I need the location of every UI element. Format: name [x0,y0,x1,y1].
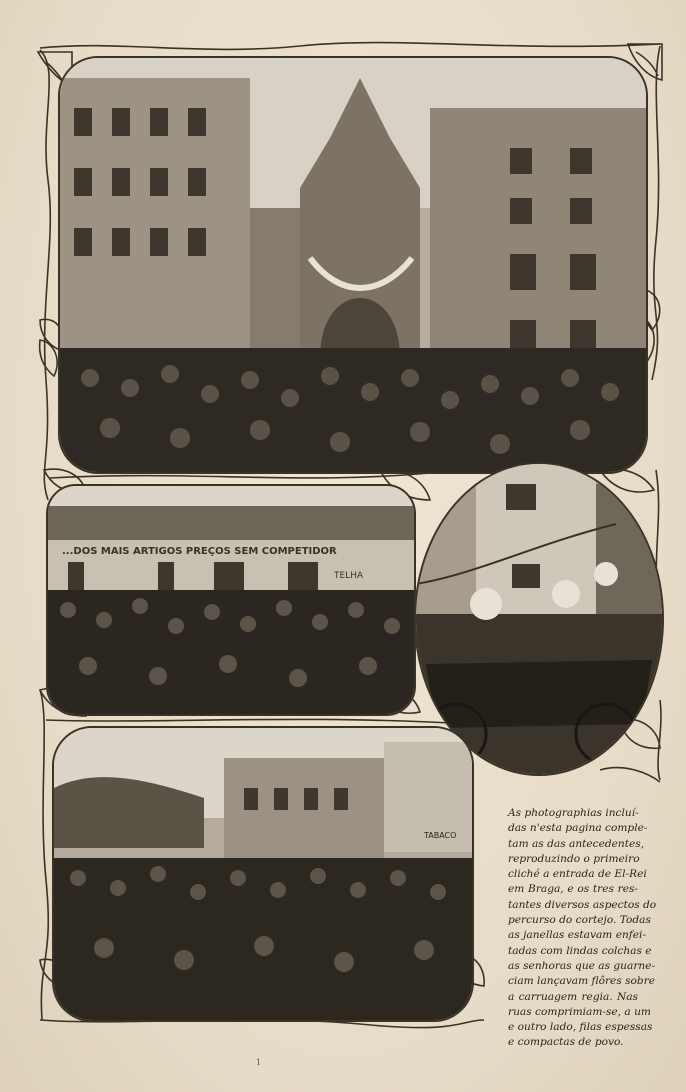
caption-line: a carruagem regia. Nas [508,990,638,1003]
side-sign-text: TELHA [334,571,364,581]
caption-line: percurso do cortejo. Todas [508,914,651,927]
photo-crowd-street-shopfront [46,484,416,716]
caption-line: as senhoras que as guarne- [508,959,656,972]
caption-line: e outro lado, filas espessas [508,1021,653,1034]
caption-line: cliché a entrada de El-Rei [508,868,647,881]
caption-line: tantes diversos aspectos do [508,898,657,911]
caption-text [508,806,657,1051]
caption-line: tam as das antecedentes, [508,837,645,850]
caption-line: em Braga, e os tres res- [508,883,638,896]
caption-line: as janellas estavam enfei- [508,929,646,942]
photo-cortege-road [52,726,474,1022]
caption-line: das n'esta pagina comple- [508,822,648,835]
photo-royal-carriage [414,462,664,776]
caption-line: As photographias incluí- [508,807,639,819]
photo-procession-square-with-arch [58,56,648,474]
page-folio: 1 [256,1058,262,1067]
caption-line: ciam lançavam flôres sobre [508,975,656,988]
caption-line: ruas comprimiam-se, a um [508,1005,651,1018]
tobacco-sign-text: TABACO [424,831,457,840]
caption-line: e compactas de povo. [508,1036,624,1049]
caption-line: tadas com lindas colchas e [508,944,652,957]
caption-line: reproduzindo o primeiro [508,852,640,865]
shop-sign-text: ...DOS MAIS ARTIGOS PREÇOS SEM COMPETIDOR [62,546,337,557]
